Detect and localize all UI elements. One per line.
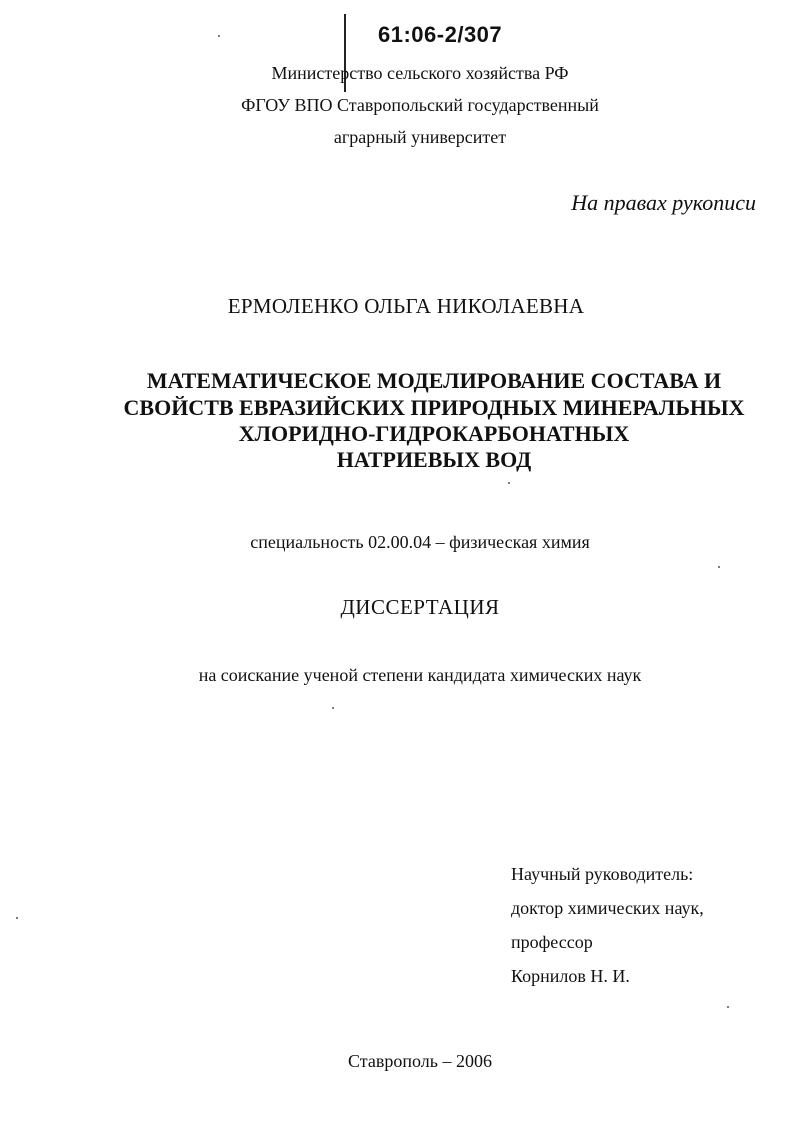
scan-speck	[727, 1006, 729, 1008]
document-type: ДИССЕРТАЦИЯ	[340, 595, 500, 619]
scan-speck	[16, 917, 18, 919]
supervisor-degree: доктор химических наук,	[511, 898, 704, 918]
thesis-title-line-2: СВОЙСТВ ЕВРАЗИЙСКИХ ПРИРОДНЫХ МИНЕРАЛЬНЫХ	[123, 395, 745, 420]
scan-speck	[218, 35, 220, 37]
scan-speck	[508, 482, 510, 484]
thesis-title-line-3: ХЛОРИДНО-ГИДРОКАРБОНАТНЫХ	[238, 421, 630, 446]
supervisor-rank: профессор	[511, 932, 593, 952]
thesis-title-line-1: МАТЕМАТИЧЕСКОЕ МОДЕЛИРОВАНИЕ СОСТАВА И	[146, 368, 722, 393]
city-year: Ставрополь – 2006	[348, 1051, 492, 1071]
scan-speck	[332, 707, 334, 709]
specialty: специальность 02.00.04 – физическая химия	[250, 532, 590, 552]
thesis-title-line-4: НАТРИЕВЫХ ВОД	[336, 447, 532, 472]
institution-line-3: аграрный университет	[333, 127, 507, 147]
supervisor-block	[511, 857, 704, 993]
manuscript-rights-note: На правах рукописи	[571, 190, 756, 215]
supervisor-label: Научный руководитель:	[511, 864, 694, 884]
author-name: ЕРМОЛЕНКО ОЛЬГА НИКОЛАЕВНА	[227, 294, 585, 318]
scan-speck	[718, 566, 720, 568]
institution-line-2: ФГОУ ВПО Ставропольский государственный	[241, 95, 599, 115]
supervisor-name: Корнилов Н. И.	[511, 966, 630, 986]
institution-line-1: Министерство сельского хозяйства РФ	[271, 63, 569, 83]
degree-statement: на соискание ученой степени кандидата химических наук	[198, 665, 642, 685]
archive-code: 61:06-2/307	[378, 22, 503, 47]
